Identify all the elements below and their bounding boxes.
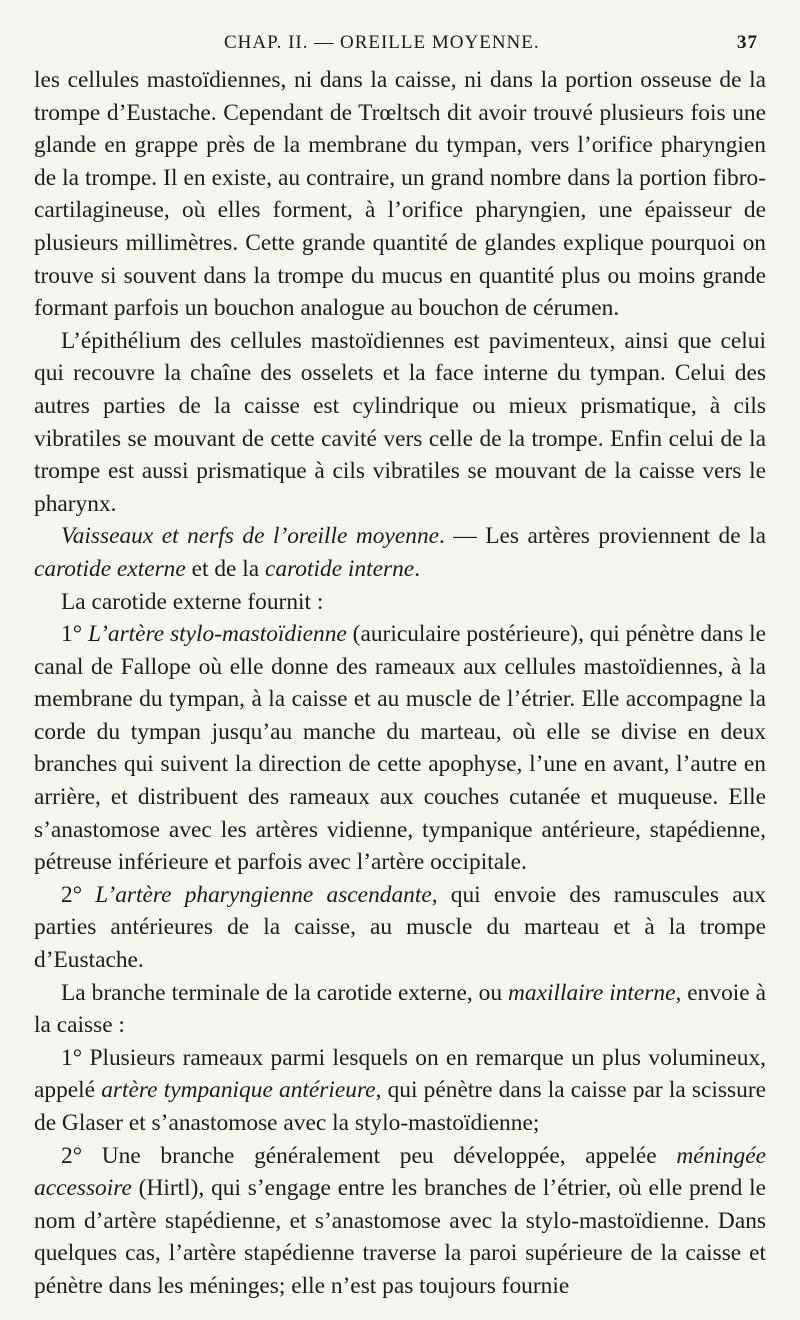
paragraph — [34, 1042, 766, 1140]
text-run: 2° — [61, 881, 96, 908]
text-run: La carotide externe fournit : — [61, 588, 324, 615]
text-run: 2° Une branche généralement peu développée, appelée — [61, 1142, 677, 1169]
chapter-title: CHAP. II. — OREILLE MOYENNE. — [224, 32, 540, 53]
italic-text: carotide externe — [34, 555, 186, 582]
italic-text: artère tympanique antérieure — [101, 1077, 376, 1104]
italic-text: carotide interne — [265, 555, 415, 582]
text-run: La branche terminale de la carotide externe, ou — [61, 979, 508, 1006]
italic-text: Vaisseaux et nerfs de l’oreille moyenne — [61, 523, 440, 550]
text-run: (auriculaire postérieure), qui pénètre dans le canal de Fallope où elle donne des rameaux aux cellules mastoïdiennes, à la membrane du tympan, à la caisse et au muscle de l’étrier. Elle accompagne la corde du tympan jusqu’au manche du marteau, où elle se divise en deux branches qui suivent la direction de cette apophyse, l’une en avant, l’autre en arrière, et distribuent des rameaux aux couches cutanée et muqueuse. Elle s’anastomose avec les artères vidienne, tympanique antérieure, stapédienne, pétreuse inférieure et parfois avec l’artère occipitale. — [34, 621, 766, 876]
text-run: , envoie à la caisse : — [34, 979, 766, 1039]
paragraph — [34, 520, 766, 585]
italic-text: L’artère stylo-mastoïdienne — [87, 621, 347, 648]
text-run: . — Les artères proviennent de la — [439, 523, 767, 550]
text-run: , qui envoie des ramuscules aux parties antérieures de la caisse, au muscle du marteau et à la trompe d’Eustache. — [34, 881, 767, 974]
text-run: les cellules mastoïdiennes, ni dans la caisse, ni dans la portion osseuse de la trompe d’Eustache. Cependant de Trœltsch dit avoir trouvé plusieurs fois une glande en grappe près de la membrane du tympan, vers l’orifice pharyngien de la trompe. Il en existe, au contraire, un grand nombre dans la portion fibro-cartilagineuse, où elles forment, à l’orifice pharyngien, une épaisseur de plusieurs millimètres. Cette grande quantité de glandes explique pourquoi on trouve si souvent dans la trompe du mucus en quantité plus ou moins grande formant parfois un bouchon analogue au bouchon de cérumen. — [34, 67, 766, 322]
paragraph — [34, 586, 766, 619]
italic-text: maxillaire interne — [508, 979, 676, 1006]
paragraph — [34, 64, 766, 325]
text-run: , qui pénètre dans la caisse par la scissure de Glaser et s’anastomose avec la stylo-mastoïdienne; — [34, 1077, 766, 1136]
paragraph — [34, 618, 766, 879]
body-text — [34, 64, 766, 1303]
text-run: 1° — [61, 621, 88, 648]
text-run: 1° Plusieurs rameaux parmi lesquels on en remarque un plus volumineux, appelé — [34, 1044, 766, 1104]
paragraph — [34, 1140, 766, 1303]
text-run: (Hirtl), qui s’engage entre les branches de l’étrier, où elle prend le nom d’artère stapédienne, et s’anastomose avec la stylo-mastoïdienne. Dans quelques cas, l’artère stapédienne traverse la paroi supérieure de la caisse et pénètre dans les méninges; elle n’est pas toujours fournie — [34, 1175, 766, 1299]
text-run: et de la — [185, 555, 265, 582]
paragraph — [34, 879, 766, 977]
italic-text: méningée accessoire — [34, 1142, 766, 1202]
page-number: 37 — [737, 32, 758, 53]
paragraph — [34, 977, 766, 1042]
italic-text: L’artère pharyngienne ascendante — [95, 881, 432, 908]
text-run: . — [414, 555, 421, 582]
text-run: L’épithélium des cellules mastoïdiennes est pavimenteux, ainsi que celui qui recouvre la chaîne des osselets et la face interne du tympan. Celui des autres parties de la caisse est cylindrique ou mieux prismatique, à cils vibratiles se mouvant de cette cavité vers celle de la trompe. Enfin celui de la trompe est aussi prismatique à cils vibratiles se mouvant de la caisse vers le pharynx. — [34, 327, 766, 517]
running-header — [34, 26, 766, 64]
paragraph — [34, 325, 766, 521]
